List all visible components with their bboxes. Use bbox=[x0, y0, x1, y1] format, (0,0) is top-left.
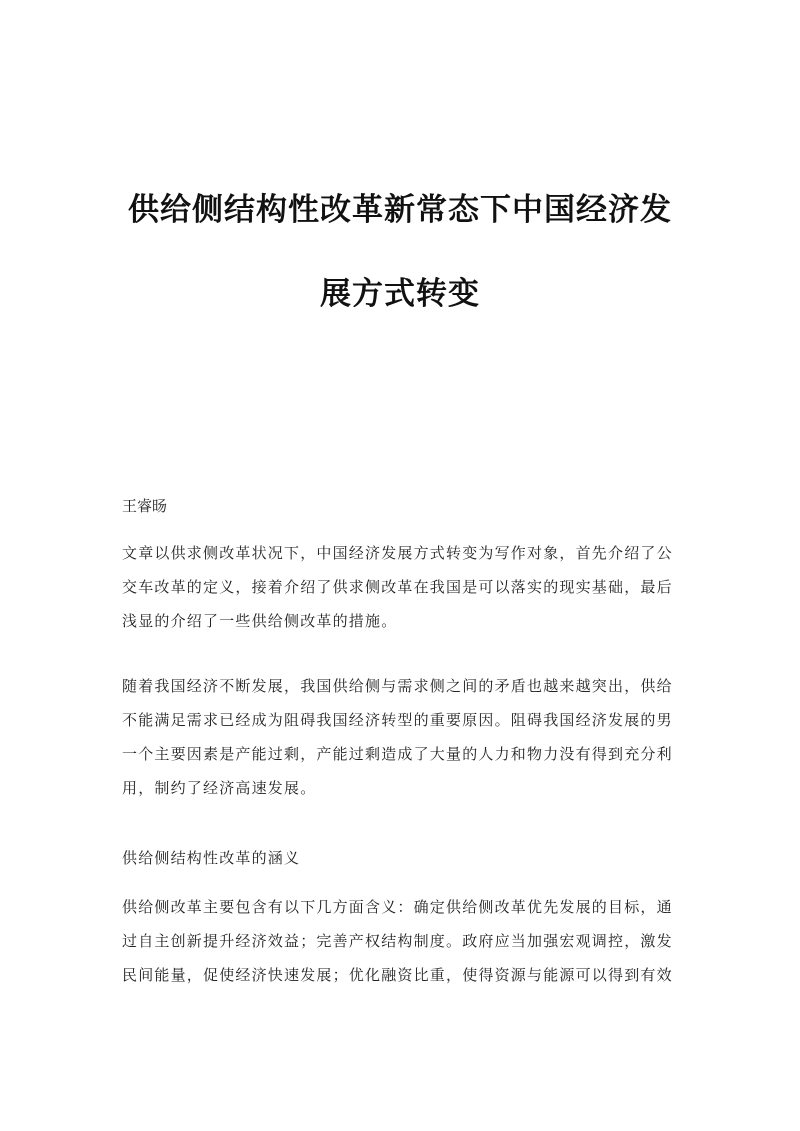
paragraph-line: 随着我国经济不断发展，我国供给侧与需求侧之间的矛盾也越来越突出，供给 bbox=[122, 677, 673, 695]
paragraph-line: 不能满足需求已经成为阻碍我国经济转型的重要原因。阻碍我国经济发展的男 bbox=[122, 711, 673, 729]
paragraph-line: 浅显的介绍了一些供给侧改革的措施。 bbox=[122, 612, 398, 630]
paragraph-line: 过自主创新提升经济效益；完善产权结构制度。政府应当加强宏观调控，激发 bbox=[122, 932, 673, 950]
section-heading bbox=[122, 841, 670, 875]
author-name: 王睿旸 bbox=[122, 497, 168, 515]
document-title-line-2: 展方式转变 bbox=[320, 276, 480, 312]
document-title-line-1: 供给侧结构性改革新常态下中国经济发 bbox=[128, 192, 672, 228]
paragraph-line: 交车改革的定义，接着介绍了供求侧改革在我国是可以落实的现实基础，最后 bbox=[122, 578, 673, 596]
paragraph-line: 文章以供求侧改革状况下，中国经济发展方式转变为写作对象，首先介绍了公 bbox=[122, 544, 673, 562]
section-heading-text: 供给侧结构性改革的涵义 bbox=[122, 849, 301, 867]
paragraph-line: 民间能量，促使经济快速发展；优化融资比重，使得资源与能源可以得到有效 bbox=[122, 966, 673, 984]
body-paragraph bbox=[122, 890, 673, 992]
intro-paragraph bbox=[122, 669, 673, 805]
paragraph-line: 供给侧改革主要包含有以下几方面含义：确定供给侧改革优先发展的目标，通 bbox=[122, 898, 673, 916]
paragraph-line: 用，制约了经济高速发展。 bbox=[122, 779, 317, 797]
paragraph-line: 一个主要因素是产能过剩，产能过剩造成了大量的人力和物力没有得到充分利 bbox=[122, 745, 673, 763]
abstract-paragraph bbox=[122, 536, 673, 638]
